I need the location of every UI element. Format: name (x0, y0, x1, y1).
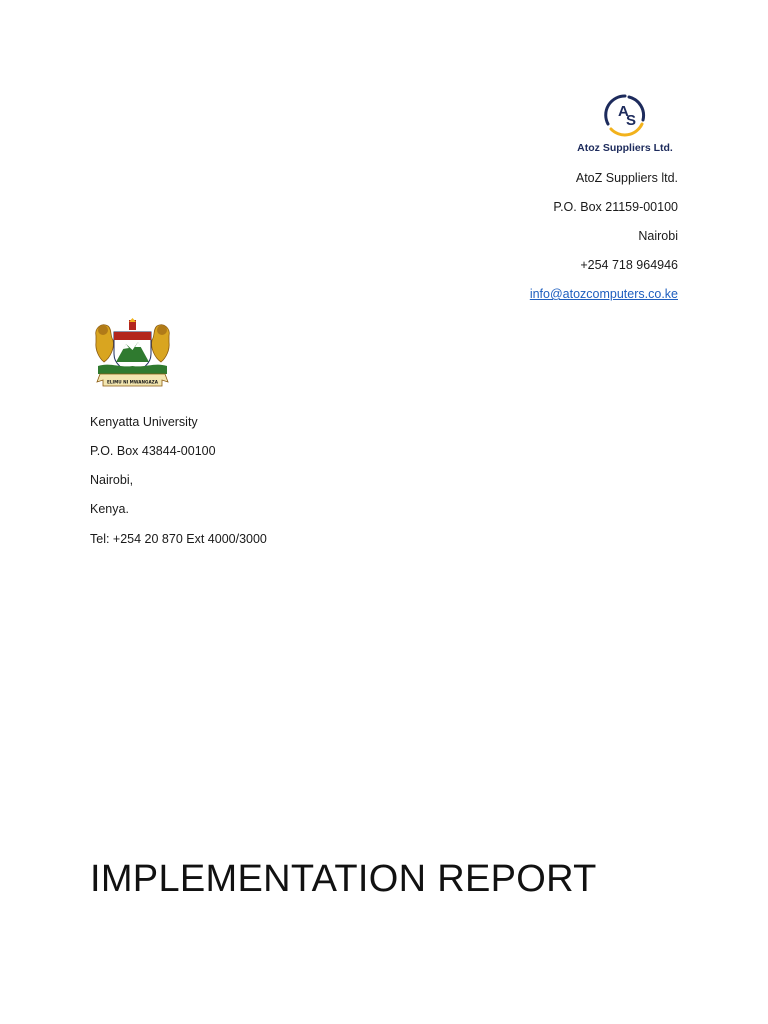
recipient-po-box: P.O. Box 43844-00100 (90, 444, 216, 458)
recipient-country: Kenya. (90, 502, 129, 516)
crest-motto: ELIMU NI MWANGAZA (107, 379, 158, 385)
sender-email-link[interactable]: info@atozcomputers.co.ke (529, 287, 678, 301)
sender-logo (571, 94, 679, 156)
sender-phone: +254 718 964946 (580, 258, 678, 272)
document-title: IMPLEMENTATION REPORT (90, 858, 597, 900)
sender-city: Nairobi (638, 229, 678, 243)
university-crest (90, 318, 175, 390)
recipient-name: Kenyatta University (90, 415, 198, 429)
logo-monogram-a: A (618, 103, 629, 120)
logo-monogram-s: S (626, 112, 637, 129)
sender-po-box: P.O. Box 21159-00100 (553, 200, 678, 214)
recipient-telephone: Tel: +254 20 870 Ext 4000/3000 (90, 532, 267, 546)
crest-icon (90, 318, 175, 390)
sender-logo-caption: Atoz Suppliers Ltd. (577, 142, 673, 154)
sender-name: AtoZ Suppliers ltd. (575, 171, 678, 185)
atoz-logo-icon (571, 94, 679, 140)
recipient-city: Nairobi, (90, 473, 134, 487)
